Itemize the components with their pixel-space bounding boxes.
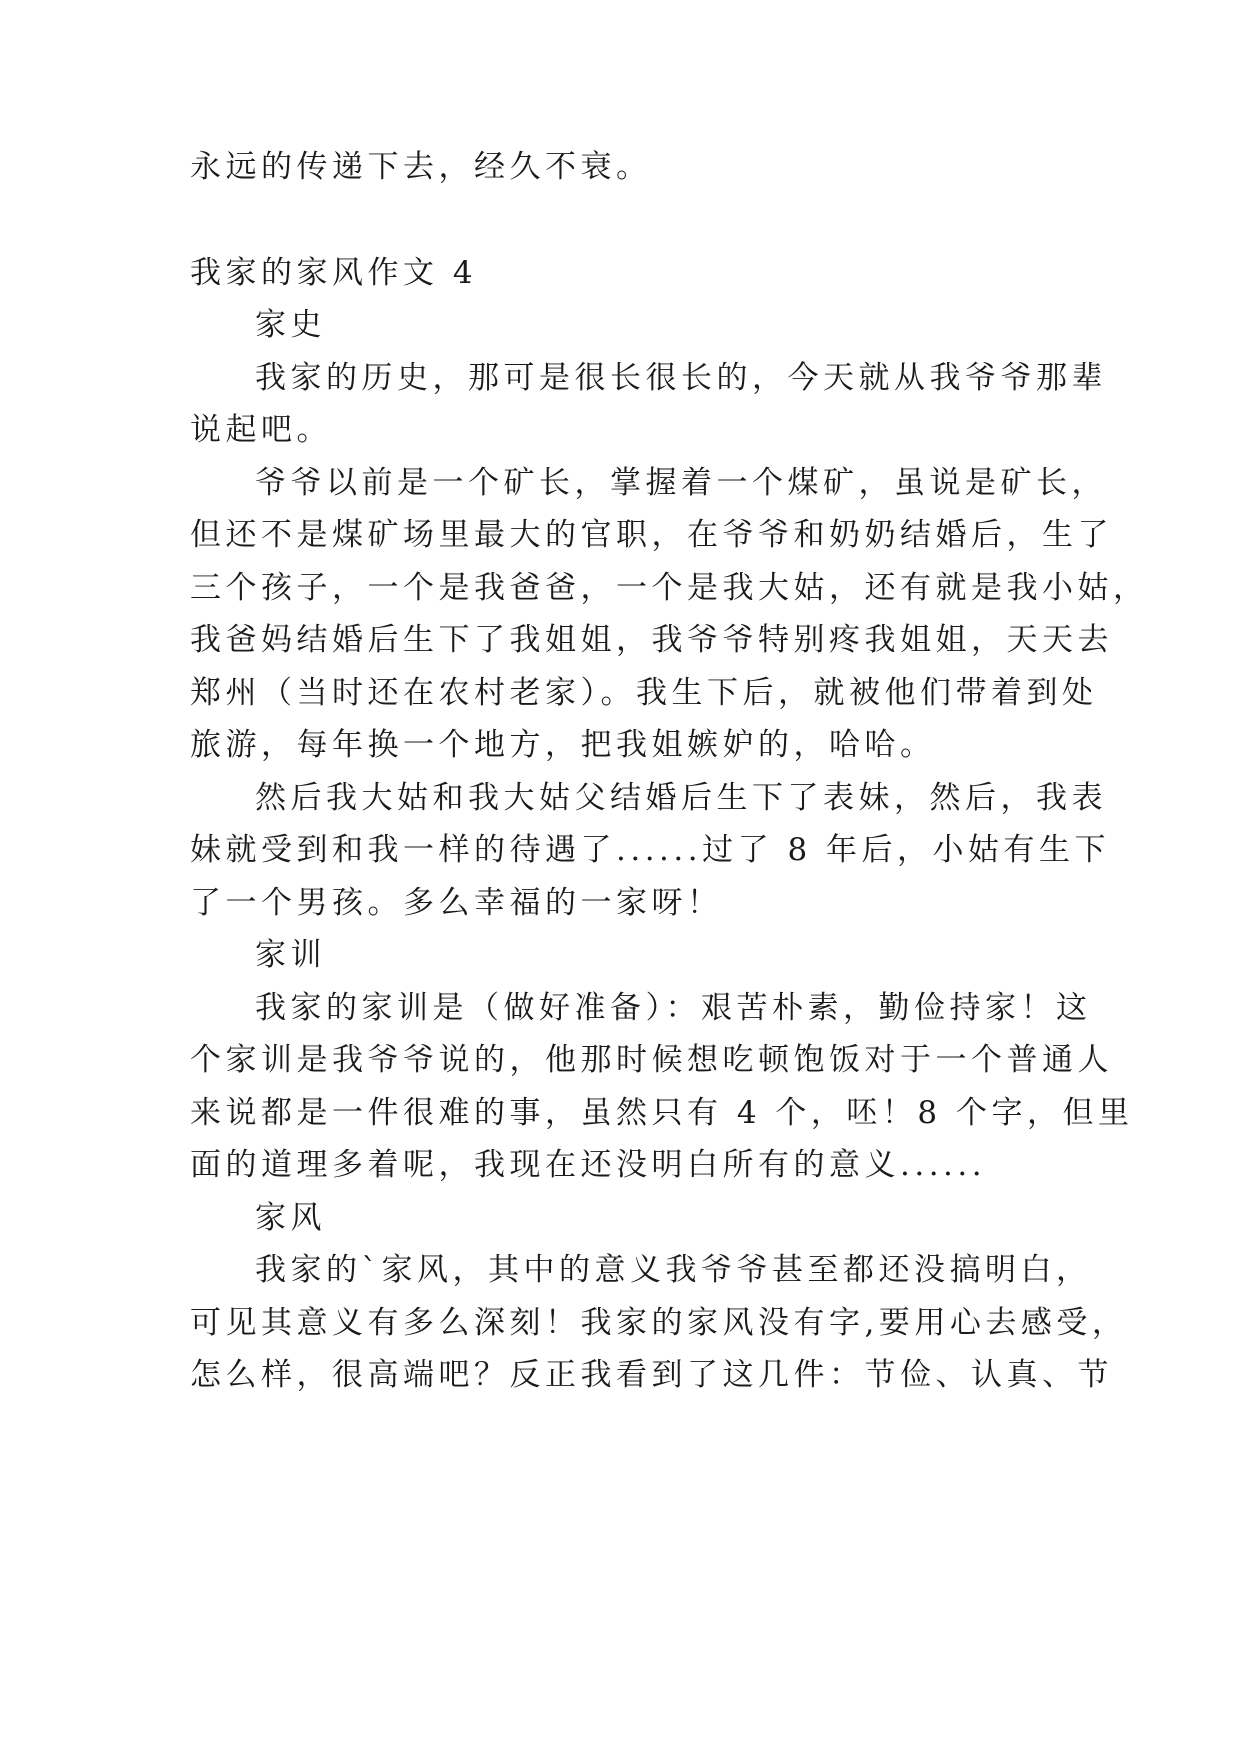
section-heading-family-motto: 家训	[255, 937, 326, 973]
text-line: 个家训是我爷爷说的，他那时候想吃顿饱饭对于一个普通人	[190, 1042, 1113, 1078]
text-line: 面的道理多着呢，我现在还没明白所有的意义......	[190, 1147, 987, 1183]
text-line: 可见其意义有多么深刻！我家的家风没有字,要用心去感受，	[190, 1305, 1128, 1341]
section-heading-family-history: 家史	[255, 307, 326, 343]
text-line: 三个孩子，一个是我爸爸，一个是我大姑，还有就是我小姑，	[190, 570, 1149, 606]
text-line: 郑州（当时还在农村老家）。我生下后，就被他们带着到处	[190, 675, 1098, 711]
text-line: 但还不是煤矿场里最大的官职，在爷爷和奶奶结婚后，生了	[190, 517, 1113, 553]
text-line: 我爸妈结婚后生下了我姐姐，我爷爷特别疼我姐姐，天天去	[190, 622, 1113, 658]
section-heading-family-style: 家风	[255, 1200, 326, 1236]
text-line: 说起吧。	[190, 412, 332, 448]
text-line: 怎么样，很高端吧？反正我看到了这几件：节俭、认真、节	[190, 1357, 1113, 1393]
text-line: 了一个男孩。多么幸福的一家呀！	[190, 885, 723, 921]
text-line: 旅游，每年换一个地方，把我姐嫉妒的，哈哈。	[190, 727, 936, 763]
text-line: 来说都是一件很难的事，虽然只有 4 个，呸！8 个字，但里	[190, 1095, 1134, 1131]
text-line: 我家的家训是（做好准备）：艰苦朴素，勤俭持家！这	[255, 990, 1092, 1026]
text-line: 我家的历史，那可是很长很长的，今天就从我爷爷那辈	[255, 360, 1107, 396]
text-line: 永远的传递下去，经久不衰。	[190, 149, 652, 185]
text-line: 然后我大姑和我大姑父结婚后生下了表妹，然后，我表	[255, 780, 1107, 816]
text-line: 我家的`家风，其中的意义我爷爷甚至都还没搞明白，	[255, 1252, 1092, 1288]
essay-title: 我家的家风作文 4	[190, 255, 478, 291]
text-line: 爷爷以前是一个矿长，掌握着一个煤矿，虽说是矿长，	[255, 465, 1107, 501]
text-line: 妹就受到和我一样的待遇了......过了 8 年后，小姑有生下	[190, 832, 1111, 868]
